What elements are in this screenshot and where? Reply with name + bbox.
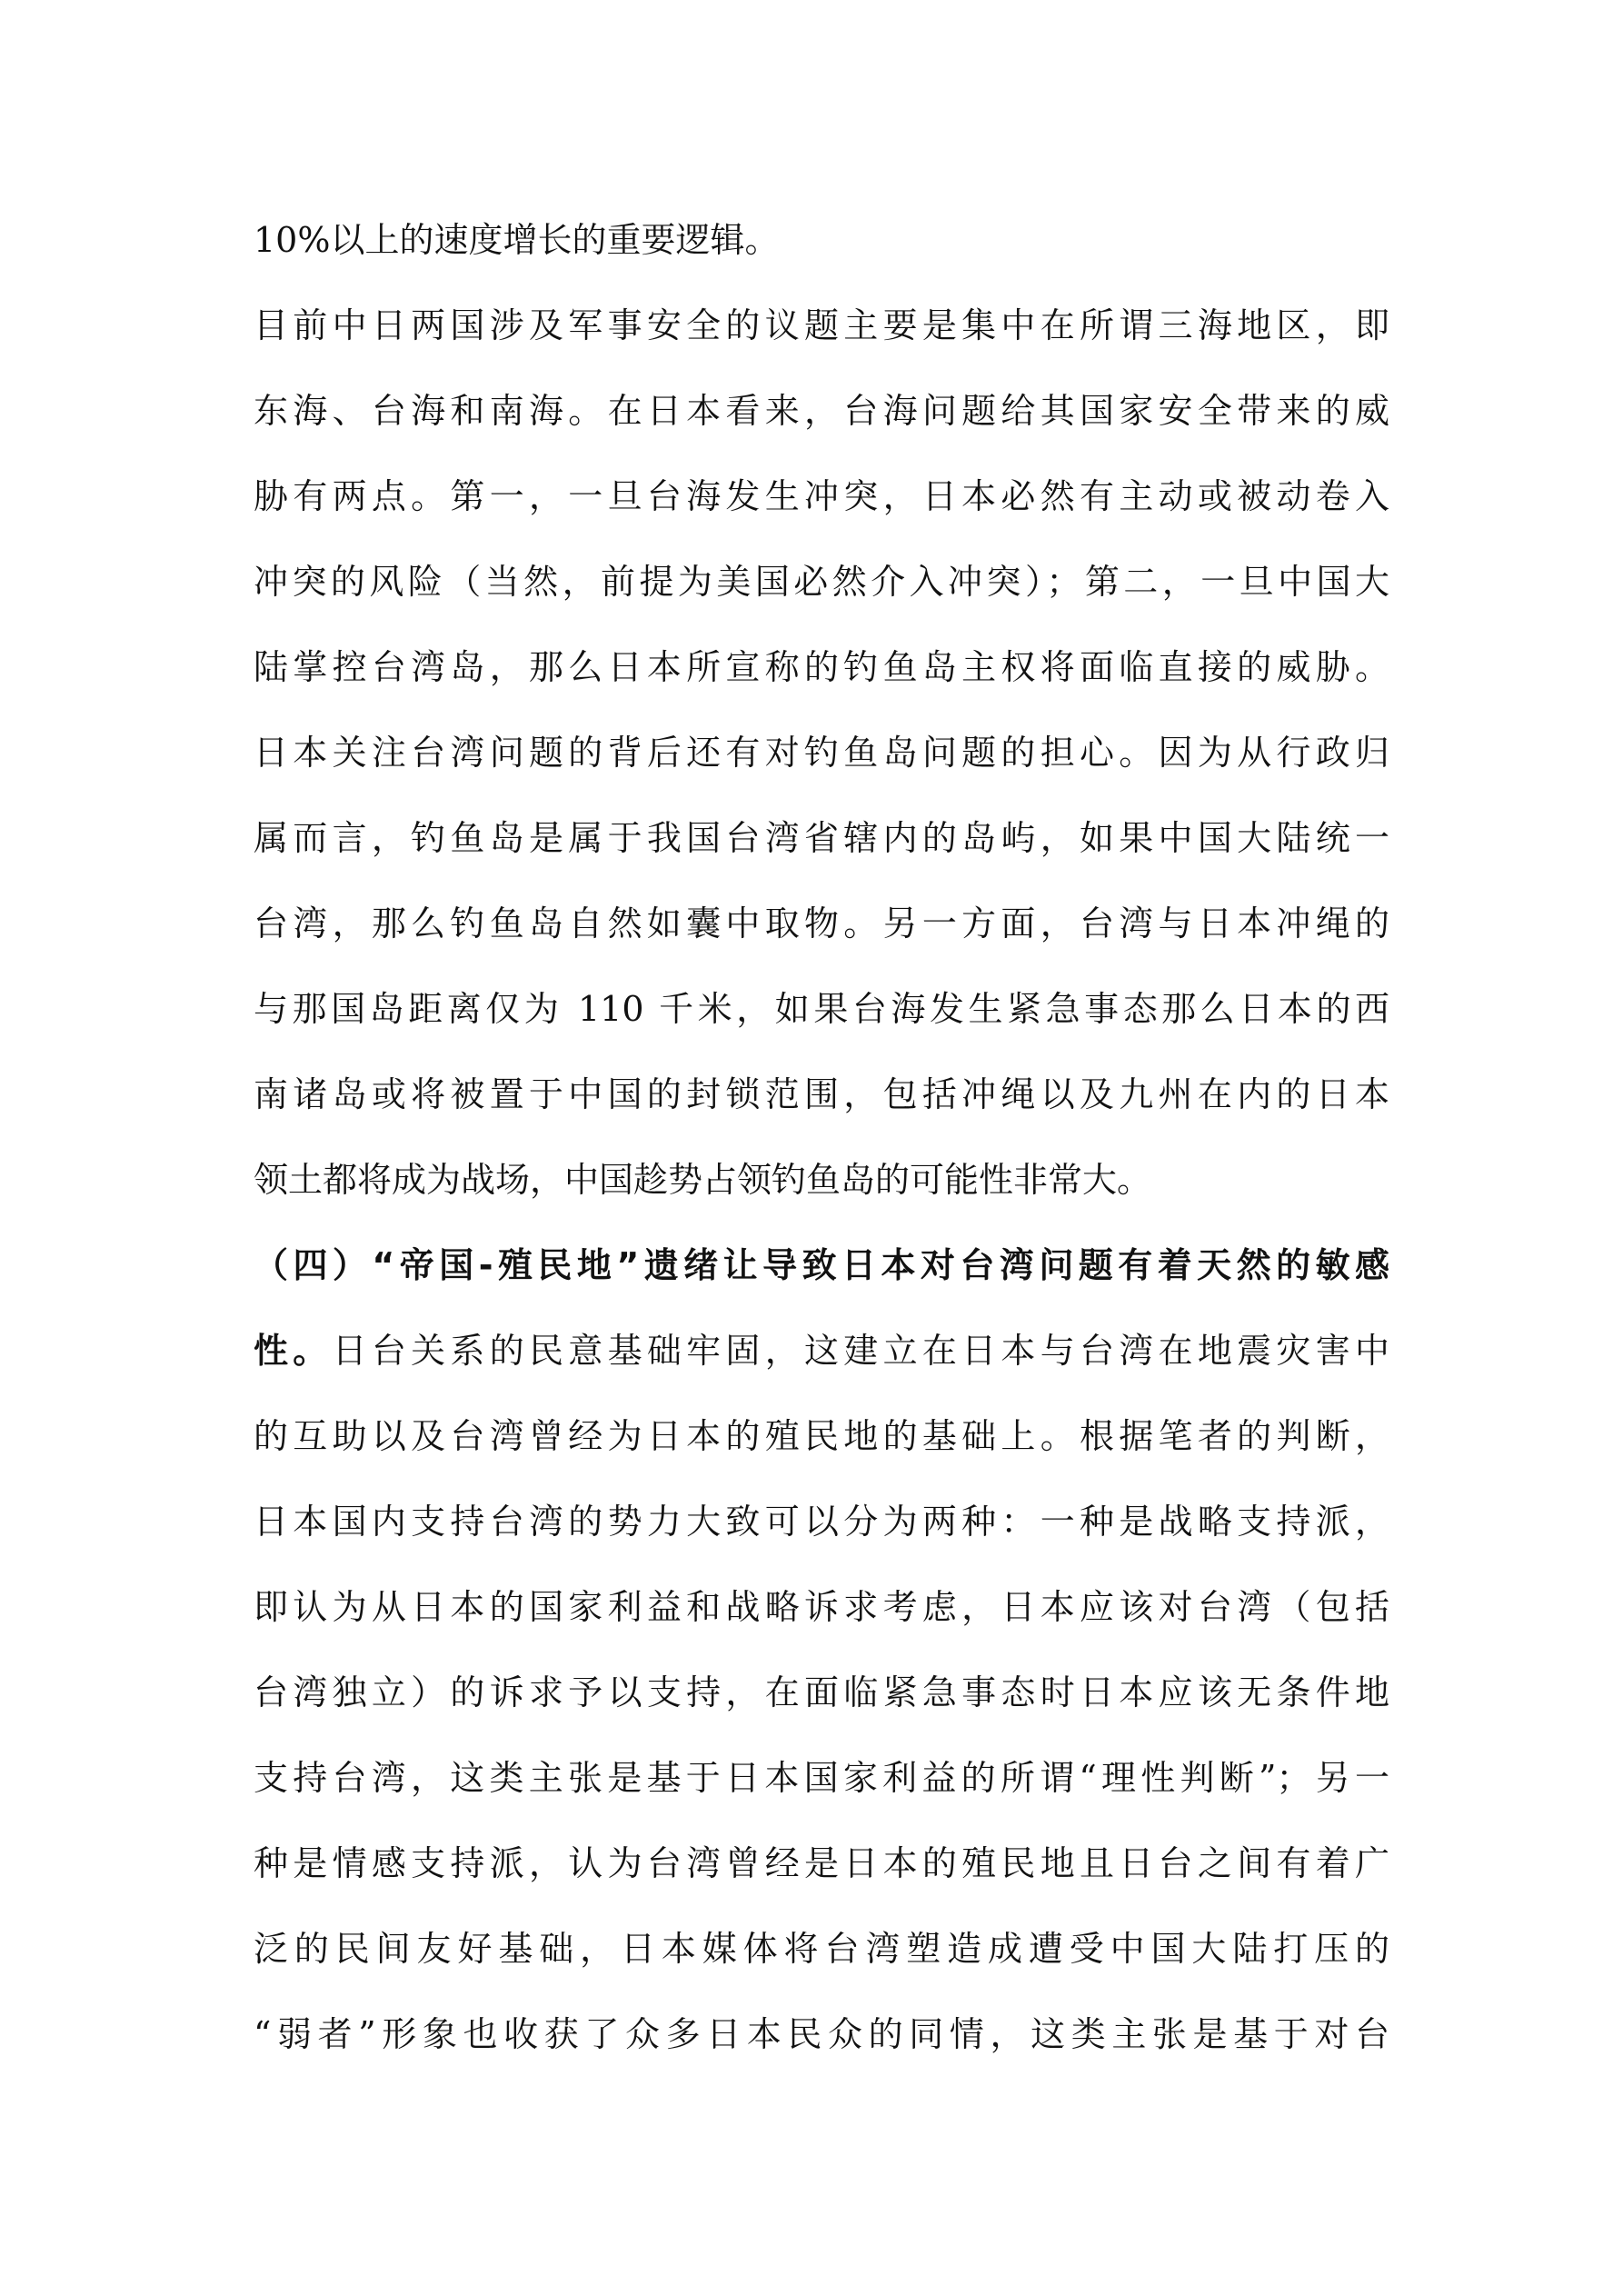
line-text: 台湾独立）的诉求予以支持，在面临紧急事态时日本应该无条件地 xyxy=(254,1672,1389,1712)
text-line xyxy=(254,1747,1389,1832)
text-line xyxy=(254,807,1389,893)
line-text: 日本关注台湾问题的背后还有对钓鱼岛问题的担心。因为从行政归 xyxy=(254,733,1389,773)
line-text: 10%以上的速度增长的重要逻辑。 xyxy=(254,220,780,260)
line-text: 即认为从日本的国家利益和战略诉求考虑，日本应该对台湾（包括 xyxy=(254,1587,1389,1627)
line-text: 种是情感支持派，认为台湾曾经是日本的殖民地且日台之间有着广 xyxy=(254,1843,1389,1883)
line-text: 目前中日两国涉及军事安全的议题主要是集中在所谓三海地区，即 xyxy=(254,305,1389,345)
text-line xyxy=(254,551,1389,636)
line-text: 领土都将成为战场，中国趁势占领钓鱼岛的可能性非常大。 xyxy=(254,1160,1152,1200)
body-text xyxy=(254,209,1389,2089)
text-line xyxy=(254,722,1389,807)
line-text: 台湾，那么钓鱼岛自然如囊中取物。另一方面，台湾与日本冲绳的 xyxy=(254,903,1389,943)
line-text: 属而言，钓鱼岛是属于我国台湾省辖内的岛屿，如果中国大陆统一 xyxy=(254,818,1389,858)
line-text: 泛的民间友好基础，日本媒体将台湾塑造成遭受中国大陆打压的 xyxy=(254,1929,1389,1969)
bold-heading-text: （四）“帝国-殖民地”遗绪让导致日本对台湾问题有着天然的敏感 xyxy=(254,1245,1389,1285)
line-text: 与那国岛距离仅为 110 千米，如果台海发生紧急事态那么日本的西 xyxy=(254,989,1389,1029)
bold-heading-text: 性。 xyxy=(254,1331,333,1371)
text-line xyxy=(254,294,1389,380)
text-line xyxy=(254,1320,1389,1405)
text-line xyxy=(254,465,1389,551)
line-text: 南诸岛或将被置于中国的封锁范围，包括冲绳以及九州在内的日本 xyxy=(254,1074,1389,1114)
text-line xyxy=(254,380,1389,465)
line-text: 日本国内支持台湾的势力大致可以分为两种：一种是战略支持派， xyxy=(254,1502,1389,1542)
text-line xyxy=(254,209,1389,294)
line-text: 支持台湾，这类主张是基于日本国家利益的所谓“理性判断”；另一 xyxy=(254,1758,1389,1798)
text-line xyxy=(254,1918,1389,2003)
text-line xyxy=(254,1405,1389,1491)
text-line xyxy=(254,1063,1389,1149)
text-line xyxy=(254,1234,1389,1320)
text-line xyxy=(254,636,1389,722)
text-line xyxy=(254,1832,1389,1918)
line-text: 胁有两点。第一，一旦台海发生冲突，日本必然有主动或被动卷入 xyxy=(254,476,1389,516)
line-text: 冲突的风险（当然，前提为美国必然介入冲突）；第二，一旦中国大 xyxy=(254,562,1389,602)
text-line xyxy=(254,1491,1389,1576)
text-line xyxy=(254,1662,1389,1747)
text-line xyxy=(254,1576,1389,1662)
line-text: 日台关系的民意基础牢固，这建立在日本与台湾在地震灾害中 xyxy=(332,1331,1389,1371)
line-text: “弱者”形象也收获了众多日本民众的同情，这类主张是基于对台 xyxy=(254,2014,1389,2054)
text-line xyxy=(254,978,1389,1063)
line-text: 东海、台海和南海。在日本看来，台海问题给其国家安全带来的威 xyxy=(254,391,1389,431)
text-line xyxy=(254,1149,1389,1234)
line-text: 陆掌控台湾岛，那么日本所宣称的钓鱼岛主权将面临直接的威胁。 xyxy=(254,647,1389,687)
text-line xyxy=(254,2003,1389,2089)
line-text: 的互助以及台湾曾经为日本的殖民地的基础上。根据笔者的判断， xyxy=(254,1416,1389,1456)
text-line xyxy=(254,893,1389,978)
